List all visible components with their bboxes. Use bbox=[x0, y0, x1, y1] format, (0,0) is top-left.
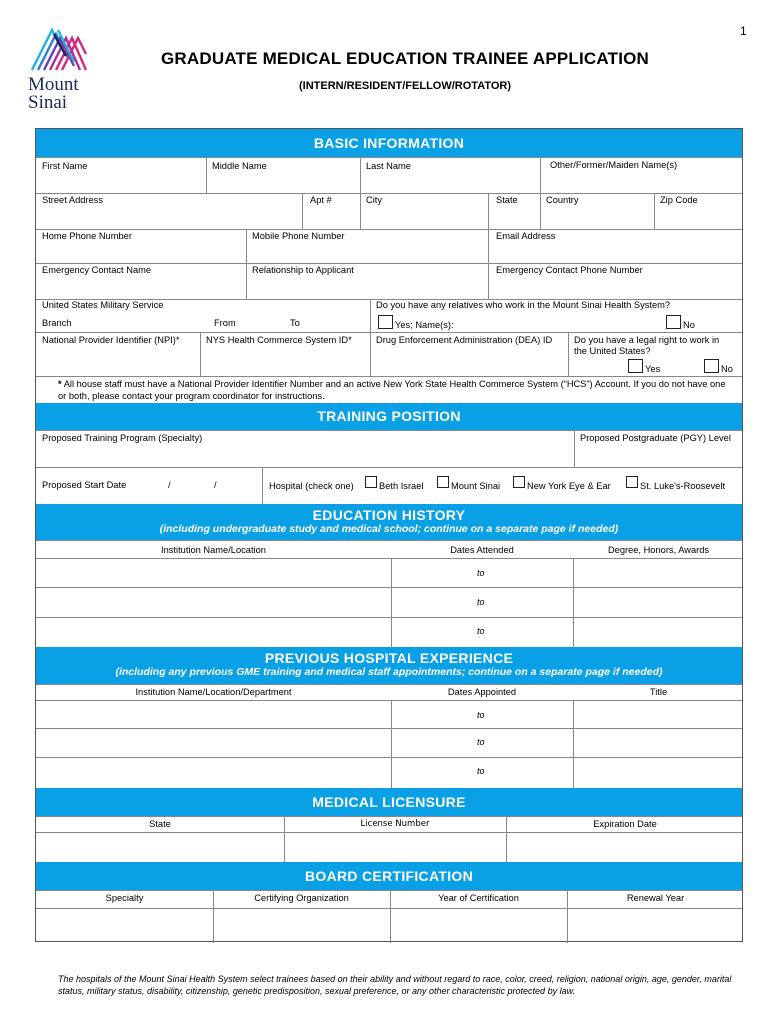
edu-row-1-to: to bbox=[477, 568, 485, 578]
board-col-specialty: Specialty bbox=[105, 893, 144, 903]
emergency-name-field[interactable]: Emergency Contact Name bbox=[42, 265, 152, 275]
relatives-no-checkbox[interactable] bbox=[666, 315, 681, 329]
training-program-field[interactable]: Proposed Training Program (Specialty) bbox=[42, 433, 203, 443]
hospital-experience-title: PREVIOUS HOSPITAL EXPERIENCE bbox=[264, 650, 514, 666]
mount-sinai-checkbox[interactable] bbox=[437, 476, 449, 488]
exp-row-3-to: to bbox=[477, 766, 485, 776]
relatives-no-label: No bbox=[683, 320, 695, 330]
page-subtitle: (INTERN/RESIDENT/FELLOW/ROTATOR) bbox=[298, 80, 512, 92]
legal-right-yes-label: Yes bbox=[645, 364, 661, 374]
education-history-subtitle: (including undergraduate study and medical school; continue on a separate page if needed) bbox=[159, 523, 619, 535]
ny-eye-ear-label: New York Eye & Ear bbox=[527, 481, 611, 491]
service-to-field[interactable]: To bbox=[290, 318, 300, 328]
date-slash-1: / bbox=[168, 480, 171, 490]
dea-field[interactable]: Drug Enforcement Administration (DEA) ID bbox=[376, 335, 553, 345]
logo-wordmark bbox=[28, 76, 79, 112]
npi-hcs-note bbox=[58, 378, 728, 402]
st-lukes-checkbox[interactable] bbox=[626, 476, 638, 488]
state-field[interactable]: State bbox=[496, 195, 518, 205]
branch-field[interactable]: Branch bbox=[42, 318, 72, 328]
note-text: All house staff must have a National Provider Identifier Number and an active New York State Health Commerce System (“HCS”) Account. If you do not have one or both, please contact your program coordinator for instructions. bbox=[58, 379, 726, 401]
st-lukes-label: St. Luke's-Roosevelt bbox=[640, 481, 725, 491]
page-number: 1 bbox=[740, 24, 747, 38]
edu-row-2-to: to bbox=[477, 597, 485, 607]
mount-sinai-label: Mount Sinai bbox=[451, 481, 501, 491]
medical-licensure-header bbox=[36, 788, 742, 816]
logo-line-2: Sinai bbox=[28, 92, 68, 113]
first-name-field[interactable]: First Name bbox=[42, 161, 88, 171]
zip-code-field[interactable]: Zip Code bbox=[660, 195, 698, 205]
apt-field[interactable]: Apt # bbox=[310, 195, 332, 205]
nondiscrimination-footer: The hospitals of the Mount Sinai Health System select trainees based on their ability and without regard to race, color, creed, religion, national origin, age, gender, marital status, military status, disability, citizenship, genetic predisposition, sexual preference, or any other characteristic protected by law. bbox=[58, 974, 732, 996]
middle-name-field[interactable]: Middle Name bbox=[212, 161, 267, 171]
ny-eye-ear-checkbox[interactable] bbox=[513, 476, 525, 488]
board-certification-header bbox=[36, 862, 742, 890]
board-certification-title: BOARD CERTIFICATION bbox=[305, 868, 473, 884]
medical-licensure-title: MEDICAL LICENSURE bbox=[312, 794, 466, 810]
education-history-header bbox=[36, 504, 742, 540]
basic-info-header bbox=[36, 129, 742, 157]
edu-col-dates: Dates Attended bbox=[450, 545, 514, 555]
note-asterisk: * bbox=[58, 379, 62, 389]
hcs-field[interactable]: NYS Health Commerce System ID* bbox=[206, 335, 352, 345]
board-col-year: Year of Certification bbox=[438, 893, 519, 903]
training-position-title: TRAINING POSITION bbox=[317, 408, 461, 424]
street-address-field[interactable]: Street Address bbox=[42, 195, 103, 205]
relatives-yes-checkbox[interactable] bbox=[378, 315, 393, 329]
service-from-field[interactable]: From bbox=[214, 318, 236, 328]
legal-right-yes-checkbox[interactable] bbox=[628, 359, 643, 373]
license-col-expiration: Expiration Date bbox=[593, 819, 657, 829]
beth-israel-checkbox[interactable] bbox=[365, 476, 377, 488]
edu-col-degree: Degree, Honors, Awards bbox=[607, 545, 710, 555]
training-position-header bbox=[36, 403, 742, 430]
email-field[interactable]: Email Address bbox=[496, 231, 556, 241]
board-col-renewal: Renewal Year bbox=[626, 893, 685, 903]
hospital-experience-header bbox=[36, 647, 742, 684]
relatives-question: Do you have any relatives who work in the Mount Sinai Health System? bbox=[376, 300, 671, 310]
application-form bbox=[35, 128, 743, 942]
license-col-number: License Number bbox=[360, 819, 430, 829]
page-title: GRADUATE MEDICAL EDUCATION TRAINEE APPLICATION bbox=[160, 49, 650, 68]
edu-row-3-to: to bbox=[477, 626, 485, 636]
exp-col-institution: Institution Name/Location/Department bbox=[135, 687, 292, 697]
edu-col-institution: Institution Name/Location bbox=[161, 545, 266, 555]
country-field[interactable]: Country bbox=[546, 195, 579, 205]
basic-info-title: BASIC INFORMATION bbox=[313, 135, 465, 151]
legal-right-no-checkbox[interactable] bbox=[704, 359, 719, 373]
military-service-label: United States Military Service bbox=[42, 300, 164, 310]
home-phone-field[interactable]: Home Phone Number bbox=[42, 231, 132, 241]
license-col-state: State bbox=[149, 819, 171, 829]
emergency-phone-field[interactable]: Emergency Contact Phone Number bbox=[496, 265, 643, 275]
date-slash-2: / bbox=[214, 480, 217, 490]
legal-right-question: Do you have a legal right to work in the United States? bbox=[574, 335, 720, 356]
legal-right-no-label: No bbox=[721, 364, 733, 374]
hospital-label: Hospital (check one) bbox=[269, 481, 354, 491]
exp-row-1-to: to bbox=[477, 710, 485, 720]
exp-row-2-to: to bbox=[477, 737, 485, 747]
last-name-field[interactable]: Last Name bbox=[366, 161, 411, 171]
board-col-organization: Certifying Organization bbox=[254, 893, 349, 903]
beth-israel-label: Beth Israel bbox=[379, 481, 424, 491]
start-date-field[interactable]: Proposed Start Date bbox=[42, 480, 127, 490]
relationship-field[interactable]: Relationship to Applicant bbox=[252, 265, 354, 275]
city-field[interactable]: City bbox=[366, 195, 383, 205]
exp-col-dates: Dates Appointed bbox=[447, 687, 517, 697]
mobile-phone-field[interactable]: Mobile Phone Number bbox=[252, 231, 345, 241]
exp-col-title: Title bbox=[649, 687, 668, 697]
hospital-experience-subtitle: (including any previous GME training and medical staff appointments; continue on a separate page if needed) bbox=[115, 666, 663, 678]
npi-field[interactable]: National Provider Identifier (NPI)* bbox=[42, 335, 180, 345]
logo-line-1: Mount bbox=[28, 74, 79, 95]
education-history-title: EDUCATION HISTORY bbox=[312, 507, 466, 523]
relatives-yes-label: Yes; Name(s): bbox=[395, 320, 454, 330]
other-names-field[interactable]: Other/Former/Maiden Name(s) bbox=[550, 160, 678, 170]
pgy-level-field[interactable]: Proposed Postgraduate (PGY) Level bbox=[580, 433, 731, 443]
